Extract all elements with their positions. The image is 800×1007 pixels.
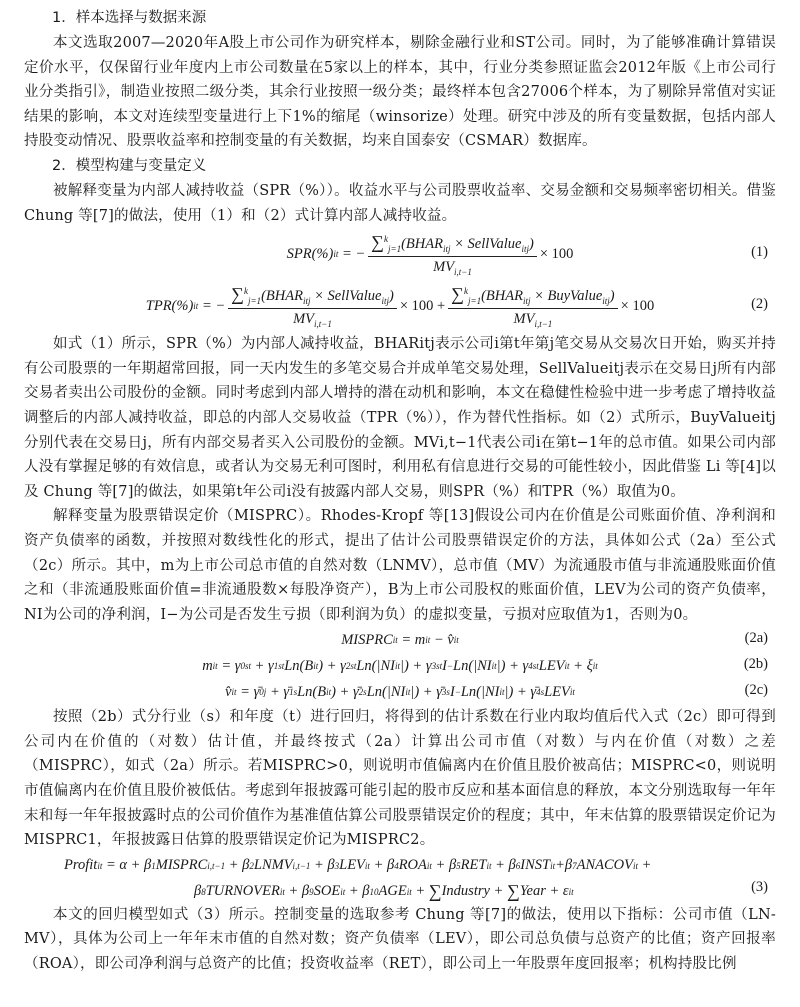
equation-2: TPR(%) it = − $\frac{\sum^k_{j=1}(BHAR_{itj} \times SellValue_{itj})}{MV_{i,t-1}}$ × 100 + $\frac{\sum^k_{j=1}(BHAR_{itj} \times BuyValue_{itj})}{MV_{i,t-1}}$ × 100 (2) xyxy=(145,283,768,329)
eq2c-number: (2c) xyxy=(744,682,768,699)
section-heading-2: 2．模型构建与变量定义 xyxy=(52,157,207,174)
eq2a-number: (2a) xyxy=(744,630,768,647)
eq3-number: (3) xyxy=(751,878,768,895)
paragraph-spr-definition: 如式（1）所示，SPR（%）为内部人减持收益，BHARitj表示公司i第t年第j笔交易从交易次日开始，购买并持有公司股票的一年期超常回报，同一天内发生的多笔交易合并成单笔交易处理，SellValueitj表示在交易日j所有内部交易者卖出公司股份的金额。同时考虑到内部人增持的潜在动机和影响，本文在稳健性检验中进一步考虑了增持收益调整后的内部人减持收益，即总的内部人交易收益（TPR（%）），作为替代性指标。如（2）式所示，BuyValueitj分别代表在交易日j，所有内部交易者买入公司股份的金额。MVi,t−1代表公司i在第t−1年的总市值。如果公司内部人没有掌握足够的有效信息，或者认为交易无利可图时，利用私有信息进行交易的可能性较小，因此借鉴 Li 等[4]以及 Chung 等[7]的做法，如果第t年公司i没有披露内部人交易，则SPR（%）和TPR（%）取值为0。 xyxy=(24,336,776,500)
eq1-lhs: SPR(%) xyxy=(286,245,334,262)
paragraph-mispricing: 解释变量为股票错误定价（MISPRC）。Rhodes-Kropf 等[13]假设公司内在价值是公司账面价值、净利润和资产负债率的函数，并按照对数线性化的形式，提出了估计公司股票错误定价的方法，具体如公式（2a）至公式（2c）所示。其中，m为上市公司总市值的自然对数（LNMV），总市值（MV）为流通股市值与非流通股账面价值之和（非流通股账面价值=非流通股数×每股净资产），B为上市公司股权的账面价值，LEV为公司的资产负债率，NI为公司的净利润，I−为公司是否发生亏损（即利润为负）的虚拟变量，亏损对应取值为1，否则为0。 xyxy=(24,508,776,623)
paragraph-sample: 本文选取2007—2020年A股上市公司作为研究样本，剔除金融行业和ST公司。同时，为了能够准确计算错误定价水平，仅保留行业年度内上市公司数量在5家以上的样本，其中，行业分类参照证监会2012年版《上市公司行业分类指引》，制造业按照二级分类，其余行业按照一级分类；最终样本包含27006个样本，为了剔除异常值对实证结果的影响，本文对连续型变量进行上下1%的缩尾（winsorize）处理。研究中涉及的所有变量数据，包括内部人持股变动情况、股票收益率和控制变量的有关数据，均来自国泰安（CSMAR）数据库。 xyxy=(24,35,776,150)
paragraph-dependent-variable: 被解释变量为内部人减持收益（SPR（%））。收益水平与公司股票收益率、交易金额和交易频率密切相关。借鉴 Chung 等[7]的做法，使用（1）和（2）式计算内部人减持收益。 xyxy=(24,182,776,224)
eq2-lhs: TPR(%) xyxy=(145,297,194,314)
paragraph-control-variables: 本文的回归模型如式（3）所示。控制变量的选取参考 Chung 等[7]的做法，使用以下指标：公司市值（LN-MV），具体为公司上一年年末市值的自然对数；资产负债率（LEV），即公司总负债与总资产的比值；资产回报率（ROA），即公司净利润与总资产的比值；投资收益率（RET），即公司上一年股票年度回报率；机构持股比例 xyxy=(24,906,776,973)
equation-3: Profit it = α + β 1 MISPRC i,t−1 + β 2 LNMV i,t−1 + β 3 LEV it + β 4 ROA it + β 5 RET it + β 6 INST it +β 7 ANACOV it + β 8 TURNOVER it + β 9 SOE it + β 10 AGE it + ∑ Industry + ∑ Year + ε it (3) xyxy=(64,857,768,902)
eq2b-number: (2b) xyxy=(743,656,768,673)
eq1-number: (1) xyxy=(751,244,768,261)
paragraph-regression-procedure: 按照（2b）式分行业（s）和年度（t）进行回归，将得到的估计系数在行业内取均值后代入式（2c）即可得到公司内在价值的（对数）估计值，并最终按式（2a）计算出公司市值（对数）与内在价值（对数）之差（MISPRC），如式（2a）所示。若MISPRC>0，则说明市值偏离内在价值且股价被高估；MISPRC<0，则说明市值偏离内在价值且股价被低估。考虑到年报披露可能引起的股市反应和基本面信息的释放，本文分别选取每一年年末和每一年年报披露时点的公司价值作为基准值估算公司股票错误定价的程度；其中，年末估算的股票错误定价记为MISPRC1，年报披露日估算的股票错误定价记为MISPRC2。 xyxy=(24,709,776,849)
equation-1: SPR(%) it = − $\frac{\sum^k_{j=1}(BHAR_{itj} \times SellValue_{itj})}{MV_{i,t-1}}$ × 100 (1) xyxy=(286,231,768,277)
equation-2a: MISPRC it = m it − v̂ it (2a) xyxy=(341,630,768,648)
equation-2b: m it = γ 0st + γ 1st Ln(B it ) + γ 2st Ln(|NI it |) + γ 3st I − Ln(|NI it |) + γ 4st LEV it + ξ it (2b) xyxy=(202,656,768,674)
eq2-number: (2) xyxy=(751,296,768,313)
section-heading-1: 1．样本选择与数据来源 xyxy=(52,10,207,26)
equation-2c: v̂ it = γ̄ 0j + γ̄ 1s Ln(B it ) + γ̄ 2s Ln(|NI it |) + γ̄ 3s I − Ln(|NI it |) + γ̄ 4s LEV it (2c) xyxy=(225,682,768,700)
